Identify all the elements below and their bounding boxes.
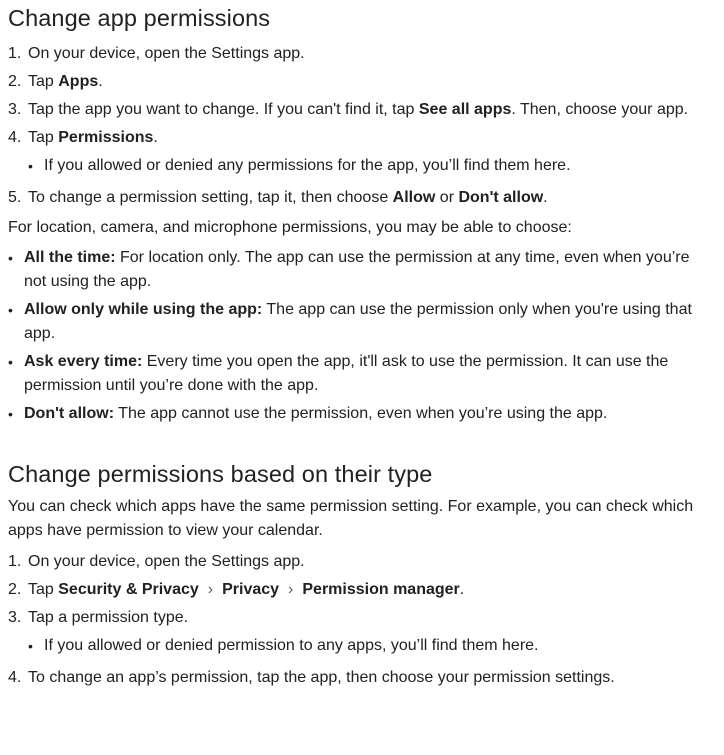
option-desc: The app cannot use the permission, even when you’re using the app.	[114, 405, 608, 422]
chevron-right-icon: ›	[207, 581, 214, 598]
step-text	[28, 126, 716, 150]
option-all-the-time	[8, 246, 716, 294]
step-text-pre: Tap	[28, 581, 59, 598]
step-number: 2.	[8, 581, 22, 598]
step-text-pre: Tap the app you want to change. If you can't find it, tap	[28, 101, 419, 118]
chevron-right-icon: ›	[288, 581, 294, 598]
option-term: Don't allow:	[24, 405, 115, 422]
path-privacy: Privacy	[222, 581, 280, 598]
step-number: 5.	[8, 189, 22, 206]
option-text	[24, 402, 607, 426]
path-permission-manager: Permission manager	[302, 581, 460, 598]
step-text	[28, 98, 716, 122]
option-dont-allow	[8, 402, 716, 426]
section-title-permissions-by-type: Change permissions based on their type	[8, 461, 433, 487]
step-text: On your device, open the Settings app.	[28, 45, 305, 62]
step-text-post: .	[543, 189, 548, 206]
ui-term-allow: Allow	[392, 189, 436, 206]
bullet-icon: •	[28, 158, 33, 174]
steps-list-app-permissions	[8, 42, 716, 150]
step-number: 2.	[8, 73, 22, 90]
option-text	[24, 246, 716, 294]
step-text	[28, 186, 716, 210]
step-text-post: . Then, choose your app.	[511, 101, 689, 118]
step-text-pre: Tap	[28, 73, 59, 90]
options-intro: For location, camera, and microphone permissions, you may be able to choose:	[8, 219, 572, 236]
step-2	[8, 70, 716, 94]
step-3	[8, 606, 716, 630]
step-text: On your device, open the Settings app.	[28, 553, 305, 570]
option-text	[24, 298, 716, 346]
ui-term-permissions: Permissions	[58, 129, 154, 146]
step-text: To change an app’s permission, tap the app, then choose your permission settings.	[28, 669, 615, 686]
step-text-post: .	[153, 129, 158, 146]
ui-term-see-all-apps: See all apps	[418, 101, 512, 118]
bullet-icon: •	[8, 354, 13, 370]
option-desc: The app can use the permission only when you're using that app.	[24, 301, 692, 342]
section-title-change-app-permissions: Change app permissions	[8, 5, 271, 31]
step-4	[8, 666, 716, 690]
option-text	[24, 350, 716, 398]
step-number: 1.	[8, 553, 22, 570]
bullet-icon: •	[8, 250, 13, 266]
option-term: Ask every time:	[24, 353, 143, 370]
sub-text: If you allowed or denied permission to any apps, you’ll find them here.	[44, 637, 539, 654]
step-1	[8, 42, 716, 66]
step-3-sublist	[8, 634, 716, 658]
steps-list-app-permissions-continued	[8, 186, 716, 210]
step-4	[8, 126, 716, 150]
option-term: All the time:	[24, 249, 116, 266]
step-4-sublist	[8, 154, 716, 178]
step-text-post: .	[459, 581, 465, 598]
option-desc: Every time you open the app, it'll ask to use the permission. It can use the permission until you’re done with the app.	[24, 353, 669, 394]
option-term: Allow only while using the app:	[24, 301, 263, 318]
step-text-pre: To change a permission setting, tap it, then choose	[28, 189, 393, 206]
bullet-icon: •	[8, 406, 13, 422]
step-text: Tap a permission type.	[28, 609, 189, 626]
list-item	[8, 634, 716, 658]
step-number: 4.	[8, 669, 22, 686]
step-text-pre: Tap	[28, 129, 59, 146]
ui-term-apps: Apps	[58, 73, 99, 90]
step-3	[8, 98, 716, 122]
bullet-icon: •	[28, 638, 33, 654]
step-number: 4.	[8, 129, 22, 146]
steps-list-permission-type	[8, 550, 716, 630]
option-allow-while-using	[8, 298, 716, 346]
steps-list-permission-type-continued	[8, 666, 716, 690]
option-ask-every-time	[8, 350, 716, 398]
permission-options-list	[8, 246, 716, 426]
step-number: 1.	[8, 45, 22, 62]
step-1	[8, 550, 716, 574]
step-text-post: .	[98, 73, 103, 90]
step-number: 3.	[8, 609, 22, 626]
section2-intro: You can check which apps have the same permission setting. For example, you can check which apps have permission to view your calendar.	[8, 498, 694, 539]
step-5	[8, 186, 716, 210]
path-security-privacy: Security & Privacy	[58, 581, 199, 598]
option-desc: For location only. The app can use the permission at any time, even when you’re not using the app.	[24, 249, 690, 290]
step-text	[28, 578, 716, 602]
step-text-mid: or	[435, 189, 459, 206]
bullet-icon: •	[8, 302, 13, 318]
sub-text: If you allowed or denied any permissions for the app, you’ll find them here.	[44, 157, 571, 174]
list-item	[8, 154, 716, 178]
step-2	[8, 578, 716, 602]
step-number: 3.	[8, 101, 22, 118]
ui-term-dont-allow: Don't allow	[458, 189, 544, 206]
step-text	[28, 70, 716, 94]
